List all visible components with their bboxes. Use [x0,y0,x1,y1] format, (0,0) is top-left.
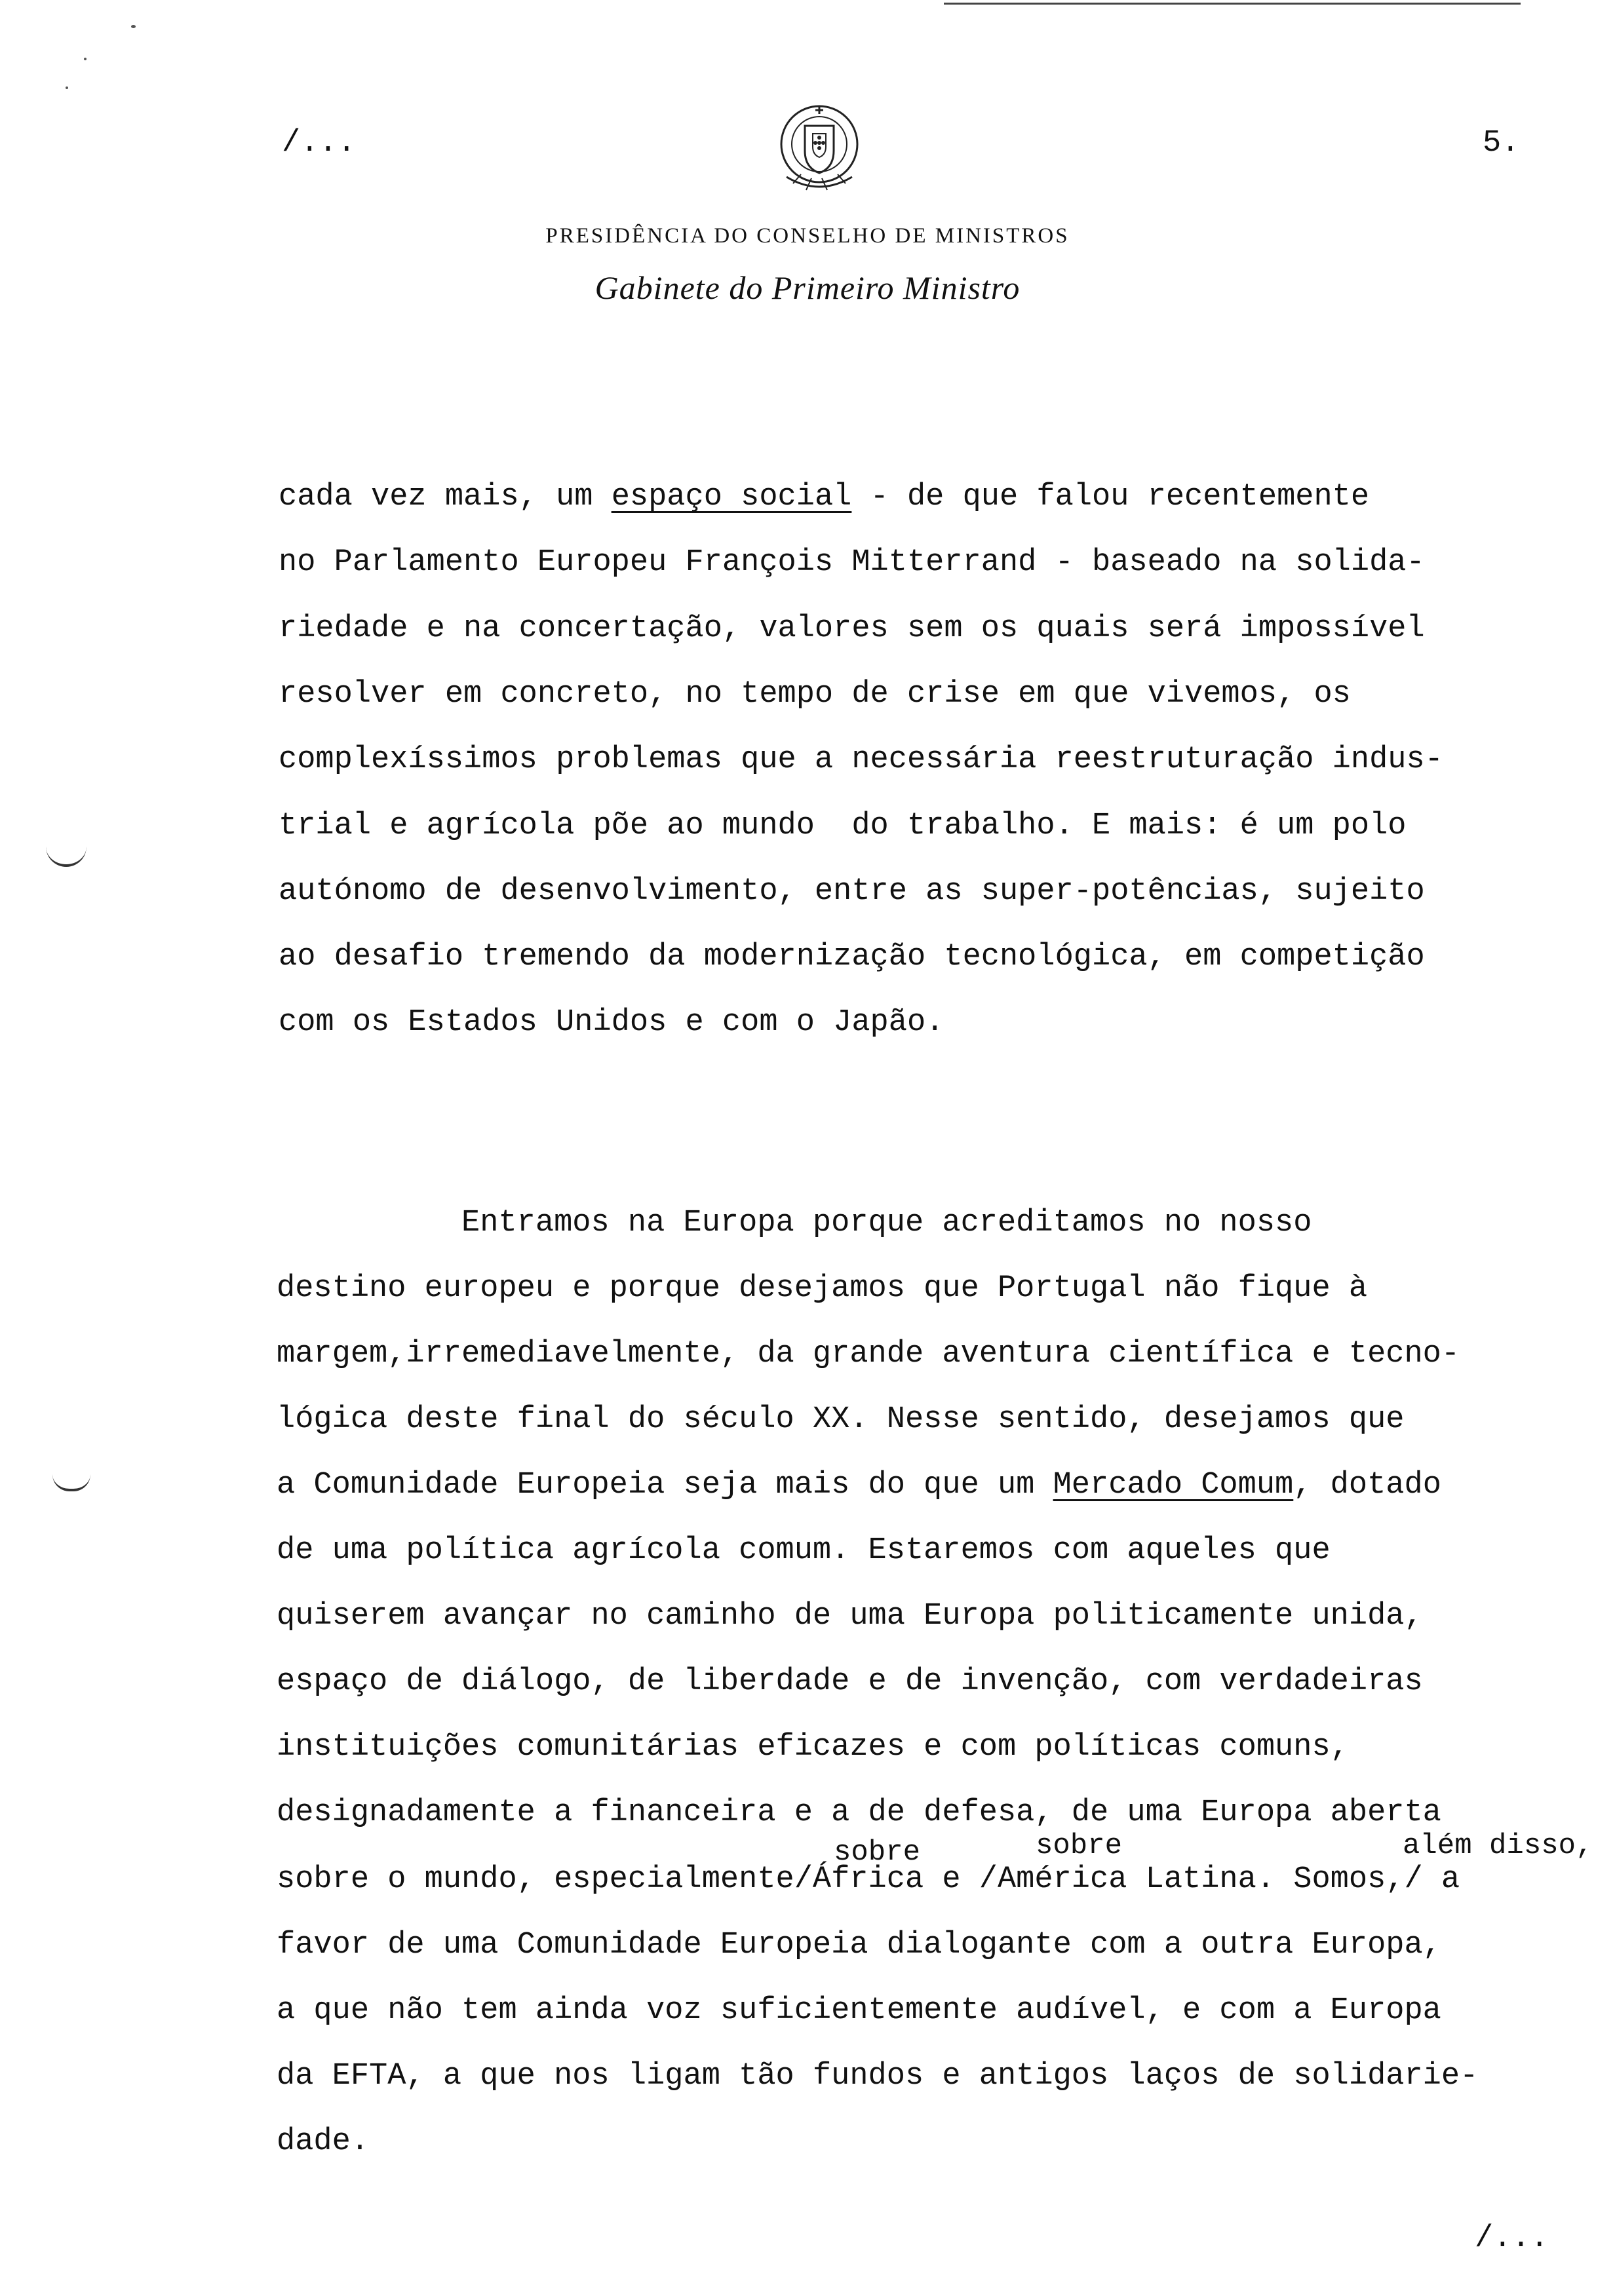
text-line: dade. [277,2124,370,2159]
letterhead-subtitle: Gabinete do Primeiro Ministro [594,269,1021,306]
continued-marker-bottom: /... [1475,2221,1549,2256]
text-line: trial e agrícola põe ao mundo do trabalho. E mais: é um polo [279,809,1407,843]
text-line: favor de uma Comunidade Europeia dialogante com a outra Europa, [277,1928,1441,1962]
scan-speck [66,86,68,89]
text-line: a que não tem ainda voz suficientemente audível, e com a Europa [277,1993,1441,2028]
continued-marker-top: /... [282,126,356,161]
text-line: resolver em concreto, no tempo de crise em que vivemos, os [279,677,1351,712]
text-line: de uma política agrícola comum. Estaremos com aqueles que [277,1533,1331,1568]
page-number: 5. [1483,126,1520,161]
text-line: a Comunidade Europeia seja mais do que um Mercado Comum, dotado [277,1468,1441,1502]
text-line: margem,irremediavelmente, da grande aventura científica e tecno- [277,1337,1460,1371]
text-line: quiserem avançar no caminho de uma Europa politicamente unida, [277,1599,1423,1634]
coat-of-arms-icon [767,92,872,203]
scan-edge-line [944,3,1521,5]
text-line: sobre o mundo, especialmente/África e /América Latina. Somos,/ a [277,1862,1460,1897]
text-line: Entramos na Europa porque acreditamos no nosso [277,1206,1312,1240]
text-line: espaço de diálogo, de liberdade e de invenção, com verdadeiras [277,1664,1423,1699]
text-line: designadamente a financeira e a de defesa, de uma Europa aberta [277,1795,1441,1830]
text-line: riedade e na concertação, valores sem os quais será impossível [279,611,1425,646]
text-line: destino europeu e porque desejamos que Portugal não fique à [277,1271,1368,1306]
text-line: lógica deste final do século XX. Nesse sentido, desejamos que [277,1402,1405,1437]
letterhead-title: PRESIDÊNCIA DO CONSELHO DE MINISTROS [545,224,1070,248]
insertion-text: sobre [834,1836,921,1869]
punch-hole-mark [52,1474,90,1491]
underlined-term: espaço social [611,480,852,514]
insertion-text: sobre [1036,1829,1123,1862]
text-line: complexíssimos problemas que a necessária reestruturação indus- [279,742,1443,777]
text-line: com os Estados Unidos e com o Japão. [279,1005,944,1040]
text-line: ao desafio tremendo da modernização tecnológica, em competição [279,940,1425,974]
text-line: instituições comunitárias eficazes e com políticas comuns, [277,1730,1349,1765]
text-line: cada vez mais, um espaço social - de que falou recentemente [279,480,1370,514]
scan-speck [84,58,87,60]
text-line: autónomo de desenvolvimento, entre as super-potências, sujeito [279,874,1425,909]
scan-speck [131,25,136,28]
punch-hole-mark [46,835,87,867]
insertion-text: além disso, [1403,1829,1593,1862]
text-line: da EFTA, a que nos ligam tão fundos e antigos laços de solidarie- [277,2059,1479,2094]
underlined-term: Mercado Comum [1053,1468,1294,1502]
text-line: no Parlamento Europeu François Mitterrand - baseado na solida- [279,545,1425,580]
